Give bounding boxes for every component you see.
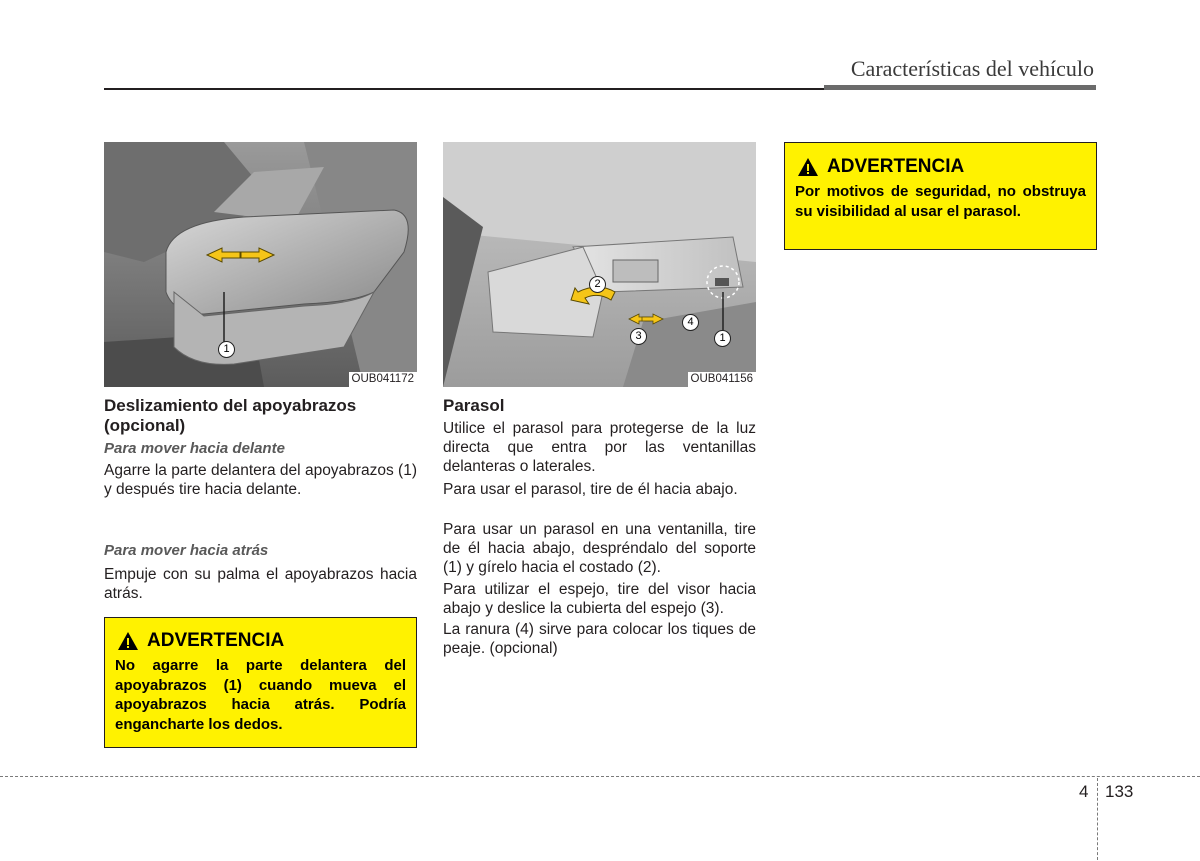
warning-title: ADVERTENCIA [827,156,965,177]
callout-1: 1 [218,341,235,358]
sunvisor-figure [443,142,756,387]
section-heading-sunvisor: Parasol [443,396,505,415]
warning-box-sunvisor [784,142,1097,250]
sunvisor-paragraph-3: Para usar un parasol en una ventanilla, tire de él hacia abajo, despréndalo del soporte (1) y gírelo hacia el costado (2). [443,521,756,576]
figure-code: OUB041172 [349,372,417,387]
warning-text: No agarre la parte delantera del apoyabrazos (1) cuando mueva el apoyabrazos hacia atrás. Podría engancharte los dedos. [115,657,406,733]
subheading-forward: Para mover hacia delante [104,440,285,457]
figure-code: OUB041156 [688,372,756,387]
warning-text: Por motivos de seguridad, no obstruya su visibilidad al usar el parasol. [795,183,1086,220]
callout-4: 4 [682,314,699,331]
warning-triangle-icon [797,157,819,177]
warning-title: ADVERTENCIA [147,630,285,651]
footer-vertical-rule [1097,778,1098,860]
sunvisor-paragraph-2: Para usar el parasol, tire de él hacia abajo. [443,481,738,498]
sunvisor-paragraph-5: La ranura (4) sirve para colocar los tiques de peaje. (opcional) [443,621,756,657]
subheading-back: Para mover hacia atrás [104,542,269,559]
armrest-figure [104,142,417,387]
text-forward: Agarre la parte delantera del apoyabrazos (1) y después tire hacia delante. [104,462,417,498]
page-number: 133 [1105,782,1134,801]
warning-title-row [117,630,284,652]
warning-triangle-icon [117,631,139,651]
callout-2: 2 [589,276,606,293]
section-heading-armrest: Deslizamiento del apoyabrazos (opcional) [104,396,357,435]
running-header: Características del vehículo [850,56,1094,81]
sunvisor-paragraph-1: Utilice el parasol para protegerse de la luz directa que entra por las ventanillas delanteras o laterales. [443,420,756,475]
warning-title-row [797,156,964,178]
footer-rule [0,776,1200,777]
sunvisor-illustration [443,142,756,387]
callout-3: 3 [630,328,647,345]
callout-1: 1 [714,330,731,347]
chapter-number: 4 [1079,782,1089,801]
warning-box-armrest [104,617,417,748]
sunvisor-paragraph-4: Para utilizar el espejo, tire del visor hacia abajo y deslice la cubierta del espejo (3). [443,581,756,617]
header-rule-accent [824,85,1096,90]
armrest-illustration [104,142,417,387]
text-back: Empuje con su palma el apoyabrazos hacia atrás. [104,566,417,602]
